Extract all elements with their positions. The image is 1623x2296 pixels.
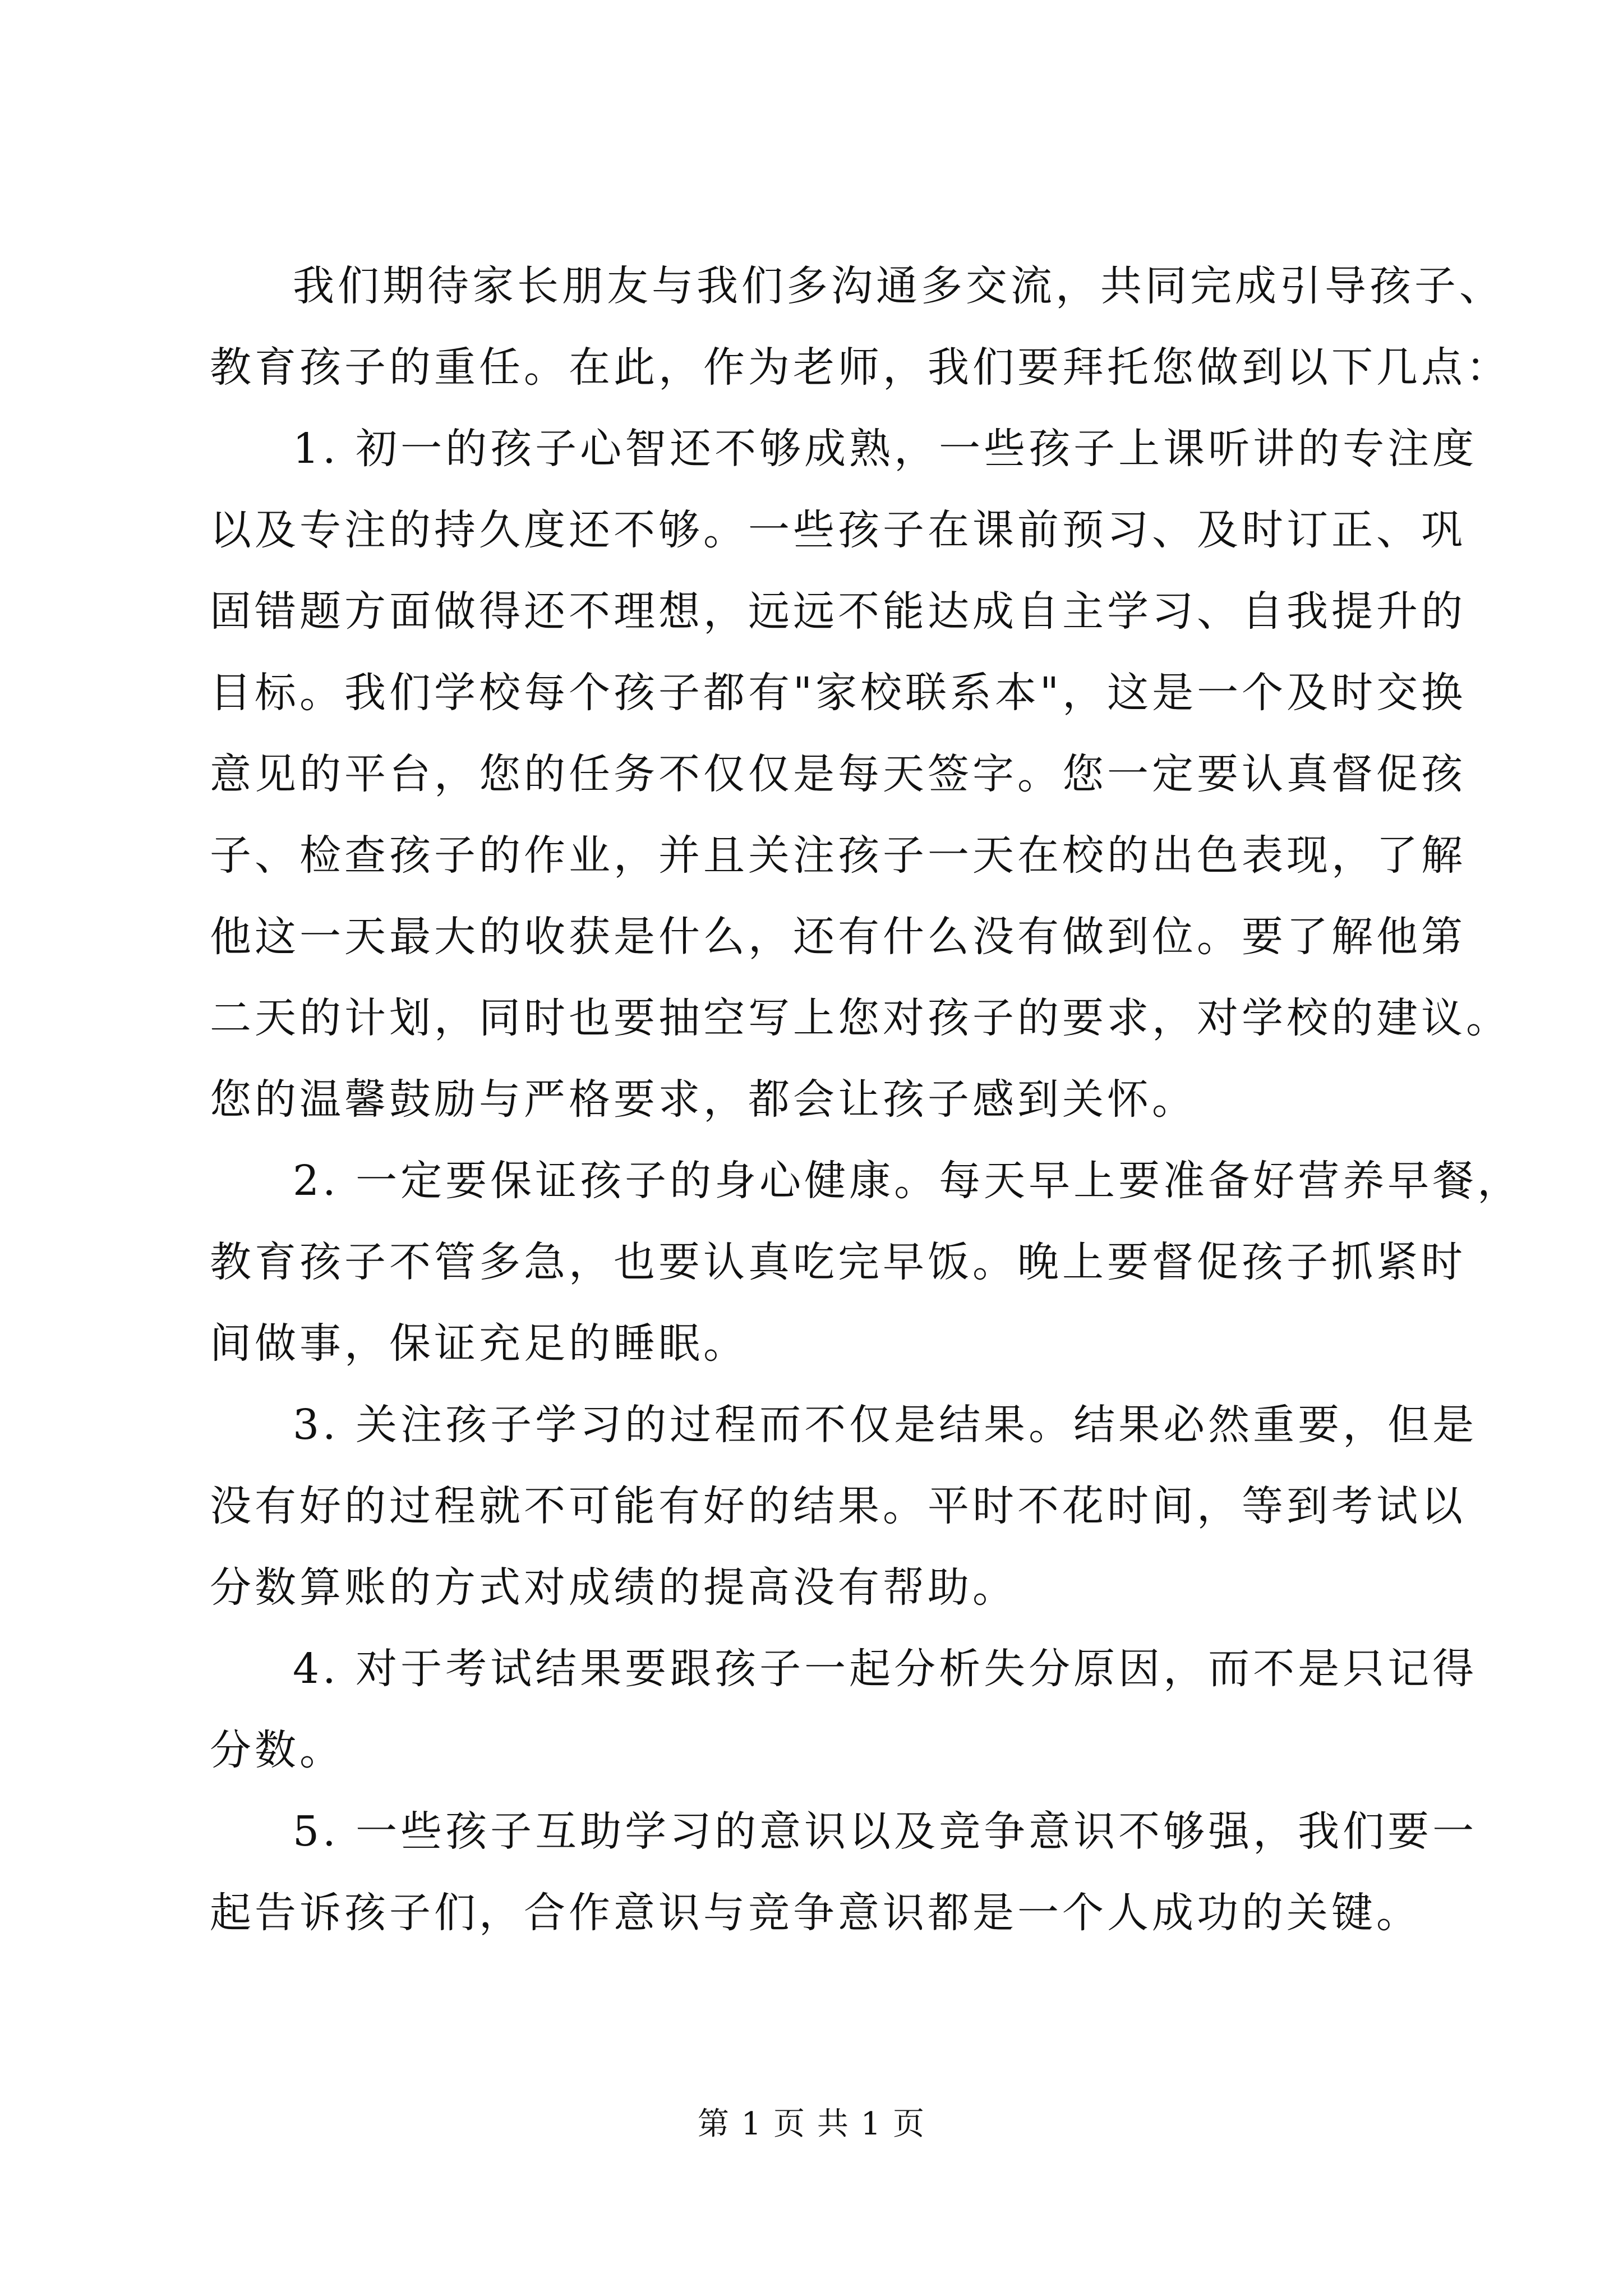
paragraph-point-1-line: 以及专注的持久度还不够。一些孩子在课前预习、及时订正、巩	[210, 506, 1466, 554]
paragraph-point-4-line: 分数。	[210, 1726, 344, 1774]
paragraph-point-1-line: 您的温馨鼓励与严格要求，都会让孩子感到关怀。	[210, 1075, 1197, 1124]
paragraph-point-1-line: 1. 初一的孩子心智还不够成熟，一些孩子上课听讲的专注度	[293, 425, 1478, 473]
paragraph-point-2-line: 教育孩子不管多急，也要认真吃完早饭。晚上要督促孩子抓紧时	[210, 1238, 1466, 1286]
paragraph-point-1-line: 意见的平台，您的任务不仅仅是每天签字。您一定要认真督促孩	[210, 750, 1466, 798]
paragraph-point-3-line: 3. 关注孩子学习的过程而不仅是结果。结果必然重要，但是	[293, 1401, 1478, 1449]
page-number-footer: 第 1 页 共 1 页	[697, 2106, 926, 2142]
paragraph-point-5-line: 起告诉孩子们，合作意识与竞争意识都是一个人成功的关键。	[210, 1889, 1421, 1937]
paragraph-point-1-line: 目标。我们学校每个孩子都有"家校联系本"，这是一个及时交换	[210, 669, 1467, 717]
paragraph-point-3-line: 没有好的过程就不可能有好的结果。平时不花时间，等到考试以	[210, 1482, 1466, 1530]
paragraph-point-5-line: 5. 一些孩子互助学习的意识以及竞争意识不够强，我们要一	[293, 1807, 1478, 1856]
paragraph-point-1-line: 固错题方面做得还不理想，远远不能达成自主学习、自我提升的	[210, 587, 1466, 636]
paragraph-point-4-line: 4. 对于考试结果要跟孩子一起分析失分原因，而不是只记得	[293, 1645, 1478, 1693]
paragraph-point-2-line: 间做事，保证充足的睡眠。	[210, 1319, 748, 1368]
paragraph-intro-line: 我们期待家长朋友与我们多沟通多交流，共同完成引导孩子、	[293, 262, 1504, 310]
paragraph-point-1-line: 子、检查孩子的作业，并且关注孩子一天在校的出色表现，了解	[210, 831, 1466, 880]
paragraph-point-1-line: 他这一天最大的收获是什么，还有什么没有做到位。要了解他第	[210, 913, 1466, 961]
paragraph-point-3-line: 分数算账的方式对成绩的提高没有帮助。	[210, 1563, 1017, 1612]
document-body	[210, 246, 1523, 1954]
paragraph-point-2-line: 2. 一定要保证孩子的身心健康。每天早上要准备好营养早餐，	[293, 1157, 1523, 1205]
paragraph-intro-line: 教育孩子的重任。在此，作为老师，我们要拜托您做到以下几点：	[210, 343, 1511, 392]
paragraph-point-1-line: 二天的计划，同时也要抽空写上您对孩子的要求，对学校的建议。	[210, 994, 1511, 1042]
